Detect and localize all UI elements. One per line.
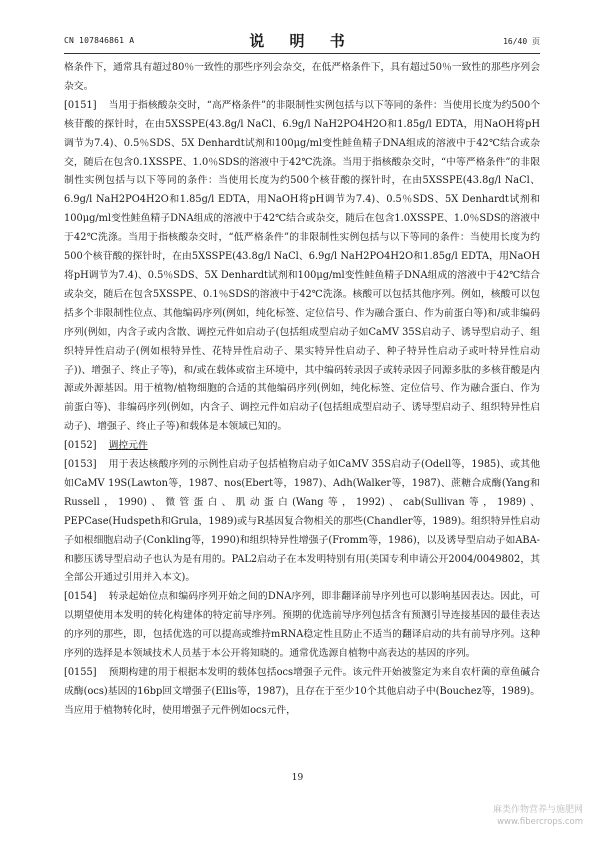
section-heading: 调控元件	[108, 440, 148, 452]
paragraph-text: 格条件下，通常具有超过80％一致性的那些序列会杂交，在低严格条件下，具有超过50％一致性的那些序列会杂交。	[64, 62, 540, 92]
page-header	[64, 30, 540, 52]
paragraph-text: 用于表达核酸序列的示例性启动子包括植物启动子如CaMV 35S启动子(Odell等，1985)、或其他如CaMV 19S(Lawton等，1987、nos(Ebert等，1987)、Adh(Walker等，1987)、蔗糖合成酶(Yang和Russell，1990)、微管蛋白、肌动蛋白(Wang等，1992)、cab(Sullivan等，1989)、PEPCase(Hudspeth和Grula，1989)或与R基因复合物相关的那些(Chandler等，1989)。组织特异性启动子如根细胞启动子(Conkling等，1990)和组织特异性增强子(Fromm等，1986)，以及诱导型启动子如ABA-和膨压诱导型启动子也认为是有用的。PAL2启动子在本发明特别有用(美国专利申请公开2004/0049802，其全部公开通过引用并入本文)。	[64, 459, 540, 584]
watermark-site-name: 麻类作物营养与施肥网	[492, 805, 583, 815]
paragraph-0152	[64, 437, 540, 456]
watermark	[493, 804, 583, 828]
paragraph-text: 预期构建的用于根据本发明的载体包括ocs增强子元件。该元件开始被鉴定为来自农杆菌的章鱼碱合成酶(ocs)基因的16bp回文增强子(Ellis等，1987)，且存在于至少10个其他启动子中(Bouchez等，1989)。当应用于植物转化时，使用增强子元件例如ocs元件，	[64, 667, 540, 716]
document-body	[64, 59, 540, 721]
paragraph-0154	[64, 588, 540, 664]
paragraph-0151	[64, 97, 540, 437]
document-number: CN 107846861 A	[64, 36, 135, 45]
watermark-url: www.fibercrops.com	[497, 817, 583, 827]
paragraph-text: 转录起始位点和编码序列开始之间的DNA序列，即非翻译前导序列也可以影响基因表达。因此，可以期望使用本发明的转化构建体的特定前导序列。预期的优选前导序列包括含有预测引导连接基因的最佳表达的序列的那些，即，包括优选的可以提高或维持mRNA稳定性且防止不适当的翻译启动的共有前导序列。这种序列的选择是本领域技术人员基于本公开将知晓的。通常优选源自植物中高表达的基因的序列。	[64, 591, 540, 660]
paragraph-number: [0153]	[64, 459, 97, 471]
paragraph-0153	[64, 456, 540, 588]
paragraph-number: [0155]	[64, 667, 97, 678]
page-label: 16/40 页	[503, 37, 540, 46]
paragraph-number: [0151]	[64, 99, 97, 111]
paragraph-continuation	[64, 59, 540, 97]
page-number: 19	[291, 773, 304, 783]
paragraph-0155	[64, 664, 540, 721]
page-title: 说 明 书	[249, 32, 355, 50]
paragraph-number: [0154]	[64, 591, 97, 603]
paragraph-number: [0152]	[64, 440, 97, 452]
paragraph-text: 当用于指核酸杂交时，“高严格条件”的非限制性实例包括与以下等同的条件：当使用长度为约500个核苷酸的探针时，在由5XSSPE(43.8g/l NaCl、6.9g/l NaH2PO4H2O和1.85g/l EDTA，用NaOH将pH调节为7.4)、0.5％SDS、5X Denhardt试剂和100μg/ml变性鲑鱼精子DNA组成的溶液中于42℃结合或杂交，随后在包含0.1XSSPE、1.0％SDS的溶液中于42℃洗涤。当用于指核酸杂交时，“中等严格条件”的非限制性实例包括与以下等同的条件：当使用长度为约500个核苷酸的探针时，在由5XSSPE(43.8g/l NaCl、6.9g/l NaH2PO4H2O和1.85g/l EDTA，用NaOH将pH调节为7.4)、0.5％SDS、5X Denhardt试剂和100μg/ml变性鲑鱼精子DNA组成的溶液中于42℃结合或杂交，随后在包含1.0XSSPE、1.0％SDS的溶液中于42℃洗涤。当用于指核酸杂交时，“低严格条件”的非限制性实例包括与以下等同的条件：当使用长度为约500个核苷酸的探针时，在由5XSSPE(43.8g/l NaCl、6.9g/l NaH2PO4H2O和1.85g/l EDTA，用NaOH将pH调节为7.4)、0.5％SDS、5X Denhardt试剂和100μg/ml变性鲑鱼精子DNA组成的溶液中于42℃结合或杂交，随后在包含5XSSPE、0.1％SDS的溶液中于42℃洗涤。核酸可以包括其他序列。例如，核酸可以包括多个非限制性位点、其他编码序列(例如，纯化标签、定位信号、作为融合蛋白、作为前蛋白等)和/或非编码序列(例如，内含子或内含散、调控元件如启动子(包括组成型启动子如CaMV 35S启动子、诱导型启动子、组织特异性启动子(例如根特异性、花特异性启动子、果实特异性启动子、种子特异性启动子或叶特异性启动子))、增强子、终止子等)，和/或在载体或宿主环境中，其中编码转录因子或转录因子同源多肽的多核苷酸是内源或外源基因。用于植物/植物细胞的合适的其他编码序列(例如，纯化标签、定位信号、作为融合蛋白、作为前蛋白等)、非编码序列(例如，内含子、调控元件如启动子(包括组成型启动子、诱导型启动子、组织特异性启动子)、增强子、终止子等)和载体是本领域已知的。	[64, 99, 540, 433]
header-rule	[64, 53, 540, 54]
